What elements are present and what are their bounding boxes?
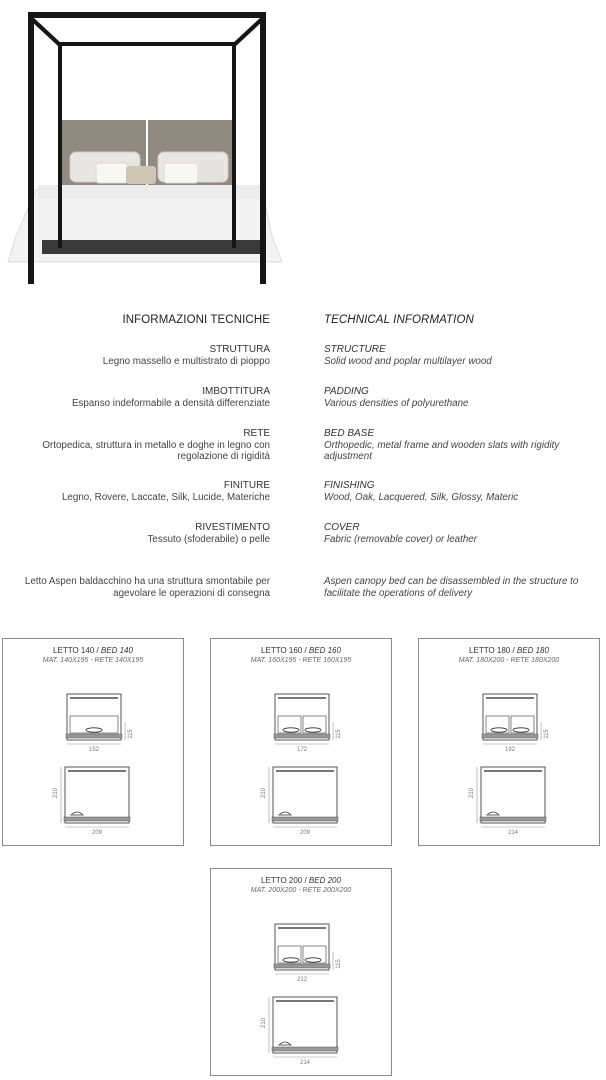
pillow-icon <box>305 728 321 732</box>
height-label: 115 <box>128 729 134 739</box>
section-title: IMBOTTITURA <box>202 386 270 397</box>
section-text: Orthopedic, metal frame and wooden slats with rigidity <box>324 439 560 451</box>
dimension-card-140 <box>2 638 184 846</box>
card-title-en: BED 180 <box>516 646 549 655</box>
section-text: Ortopedica, struttura in metallo e doghe in legno con <box>42 439 270 451</box>
note-line: Aspen canopy bed can be disassembled in the structure to <box>324 576 579 587</box>
side-frame <box>273 767 337 823</box>
section-english <box>324 344 600 367</box>
section-title: PADDING <box>324 386 369 397</box>
card-title-en: BED 200 <box>308 876 341 885</box>
side-top-rail <box>68 770 126 772</box>
side-pillow-icon <box>487 812 499 815</box>
side-pillow-icon <box>279 1042 291 1045</box>
side-length-label: 214 <box>507 830 519 836</box>
side-length-label: 214 <box>299 1060 311 1066</box>
card-subtitle: MAT. 200X200 - RETE 200X200 <box>250 887 352 894</box>
section-english <box>324 522 600 545</box>
dimension-drawing <box>211 639 393 847</box>
dimension-card-180 <box>418 638 600 846</box>
side-frame <box>481 767 545 823</box>
side-base <box>64 817 130 821</box>
front-base <box>482 734 538 738</box>
section-text: Espanso indeformabile a densità differenziate <box>71 397 270 409</box>
section-english <box>324 480 600 503</box>
section-title: COVER <box>324 522 360 533</box>
section-title: RETE <box>243 428 270 439</box>
section-english <box>324 428 600 463</box>
side-base <box>272 1047 338 1051</box>
dimension-card-200 <box>210 868 392 1076</box>
section-text: regolazione di rigidità <box>177 451 270 462</box>
pillow-icon <box>513 728 529 732</box>
section-text: Solid wood and poplar multilayer wood <box>324 355 492 367</box>
width-label: 152 <box>88 747 100 753</box>
side-base <box>272 817 338 821</box>
section-title: BED BASE <box>324 428 375 439</box>
side-height-label: 210 <box>261 1017 267 1029</box>
card-title-en: BED 140 <box>100 646 133 655</box>
front-base <box>274 964 330 968</box>
side-top-rail <box>484 770 542 772</box>
height-label: 115 <box>336 959 342 969</box>
side-height-label: 210 <box>53 787 59 799</box>
side-base <box>480 817 546 821</box>
card-subtitle: MAT. 140X195 - RETE 140X195 <box>42 657 144 664</box>
section-italian <box>0 386 270 409</box>
card-subtitle: MAT. 160X195 - RETE 160X195 <box>250 657 352 664</box>
height-label: 115 <box>544 729 550 739</box>
section-text: Legno, Rovere, Laccate, Silk, Lucide, Materiche <box>61 491 270 503</box>
section-italian <box>0 480 270 503</box>
side-frame <box>65 767 129 823</box>
mattress-top <box>38 185 260 199</box>
heading-english: TECHNICAL INFORMATION <box>324 314 474 326</box>
side-top-rail <box>276 770 334 772</box>
section-title: STRUCTURE <box>324 344 386 355</box>
bed-base <box>42 240 264 254</box>
front-top-rail <box>486 697 534 699</box>
side-height-label: 210 <box>261 787 267 799</box>
dimension-drawing <box>211 869 393 1077</box>
note-line: agevolare le operazioni di consegna <box>113 588 270 599</box>
pillow-icon <box>86 728 102 732</box>
pillow-icon <box>283 958 299 962</box>
note-line: Letto Aspen baldacchino ha una struttura smontabile per <box>24 576 270 587</box>
height-label: 115 <box>336 729 342 739</box>
side-top-rail <box>276 1000 334 1002</box>
section-title: FINISHING <box>324 480 375 491</box>
side-height-label: 210 <box>469 787 475 799</box>
front-top-rail <box>278 697 326 699</box>
section-italian <box>0 522 270 545</box>
product-image <box>0 0 300 300</box>
section-text: Fabric (removable cover) or leather <box>324 533 477 545</box>
pillow-icon <box>283 728 299 732</box>
section-title: FINITURE <box>223 480 270 491</box>
headboard-panel <box>486 716 509 733</box>
headboard-panel <box>511 716 534 733</box>
section-title: STRUTTURA <box>209 344 270 355</box>
heading-italian: INFORMAZIONI TECNICHE <box>122 314 270 326</box>
card-title-it: LETTO 140 / <box>53 646 101 655</box>
dimension-drawing <box>3 639 185 847</box>
side-length-label: 209 <box>299 830 311 836</box>
section-text: Various densities of polyurethane <box>324 397 469 409</box>
headboard-panel <box>303 946 326 963</box>
pillow <box>96 163 128 183</box>
section-italian <box>0 344 270 367</box>
headboard-panel <box>278 946 301 963</box>
section-english <box>324 386 600 409</box>
headboard-panel <box>70 716 118 733</box>
headboard-panel <box>278 716 301 733</box>
side-frame <box>273 997 337 1053</box>
note-line: facilitate the operations of delivery <box>324 588 473 599</box>
dimension-drawing <box>419 639 601 847</box>
width-label: 172 <box>296 747 308 753</box>
section-text: Tessuto (sfoderabile) o pelle <box>147 533 270 545</box>
note-english <box>324 576 604 600</box>
pillow-icon <box>305 958 321 962</box>
section-text: adjustment <box>324 451 372 462</box>
card-subtitle: MAT. 180X200 - RETE 180X200 <box>458 657 560 664</box>
side-length-label: 209 <box>91 830 103 836</box>
width-label: 212 <box>296 977 308 983</box>
front-base <box>66 734 122 738</box>
note-italian <box>0 576 270 600</box>
section-text: Wood, Oak, Lacquered, Silk, Glossy, Materic <box>324 491 519 503</box>
card-title-en: BED 160 <box>308 646 341 655</box>
side-pillow-icon <box>279 812 291 815</box>
section-italian <box>0 428 270 463</box>
side-pillow-icon <box>71 812 83 815</box>
pillow <box>200 160 224 182</box>
front-top-rail <box>278 927 326 929</box>
pillow <box>164 163 198 183</box>
pillow-icon <box>491 728 507 732</box>
card-title-it: LETTO 160 / <box>261 646 309 655</box>
section-text: Legno massello e multistrato di pioppo <box>102 355 270 367</box>
front-base <box>274 734 330 738</box>
card-title-it: LETTO 200 / <box>261 876 309 885</box>
headboard-panel <box>303 716 326 733</box>
width-label: 192 <box>504 747 516 753</box>
dimension-card-160 <box>210 638 392 846</box>
cushion <box>126 166 156 184</box>
front-top-rail <box>70 697 118 699</box>
section-title: RIVESTIMENTO <box>195 522 270 533</box>
card-title-it: LETTO 180 / <box>469 646 517 655</box>
